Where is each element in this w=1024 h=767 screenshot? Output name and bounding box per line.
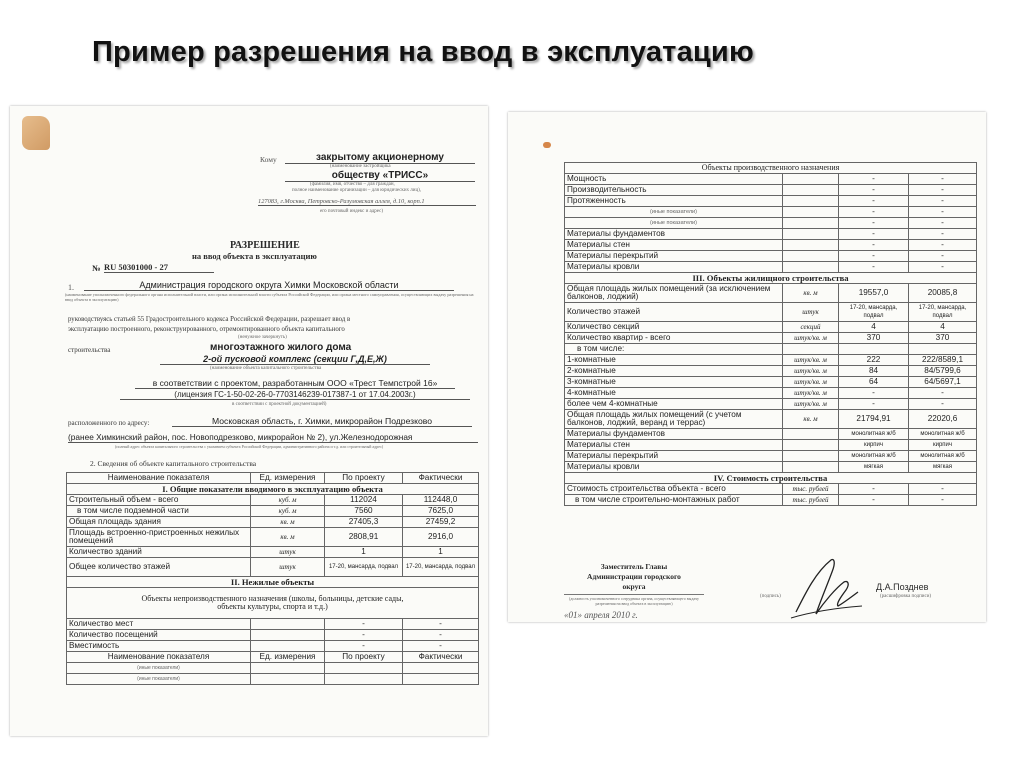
indicator-name: Количество квартир - всего <box>565 333 783 344</box>
indicator-name: Материалы фундаментов <box>565 229 783 240</box>
indicator-name: Общее количество этажей <box>67 558 251 577</box>
address-line2: (ранее Химкинский район, пос. Новоподрезково, микрорайон № 2), ул.Железнодорожная <box>68 432 478 443</box>
indicator-unit: штук <box>251 547 325 558</box>
indicator-fact: - <box>909 484 977 495</box>
address-note: (полный адрес объекта капитального строительства с указанием субъекта Российской Федерации, административного района и т.д. или строительный адрес) <box>115 444 384 449</box>
table-row <box>565 410 977 429</box>
header-cell: По проекту <box>325 652 403 663</box>
recipient-line2: обществу «ТРИСС» <box>285 170 475 182</box>
handwritten-signature-icon <box>786 552 866 622</box>
indicator-fact: 84/5799,6 <box>909 366 977 377</box>
recipient-note3: полное наименование организации – для юридических лиц), <box>292 188 422 193</box>
indicator-plan: 17-20, мансарда, подвал <box>839 303 909 322</box>
indicator-fact: кирпич <box>909 440 977 451</box>
table-row <box>67 641 479 652</box>
indicator-fact: 370 <box>909 333 977 344</box>
recipient-note1: (наименование застройщика <box>330 164 391 169</box>
table-row <box>565 388 977 399</box>
indicator-fact: - <box>909 196 977 207</box>
license-line: (лицензия ГС-1-50-02-26-0-7703146239-017387-1 от 17.04.2003г.) <box>120 390 470 400</box>
indicator-name: Мощность <box>565 174 783 185</box>
indicator-fact: - <box>909 174 977 185</box>
object-name2: 2-ой пусковой комплекс (секции Г,Д,Е,Ж) <box>160 354 430 365</box>
table-row <box>565 429 977 440</box>
table-row <box>67 630 479 641</box>
indicator-name: Количество мест <box>67 619 251 630</box>
section-heading: IV. Стоимость строительства <box>565 473 977 484</box>
item1-number: 1. <box>68 283 74 292</box>
indicator-name: Вместимость <box>67 641 251 652</box>
section-heading: III. Объекты жилищного строительства <box>565 273 977 284</box>
indicator-unit: тыс. рублей <box>783 484 839 495</box>
signer-name-note: (расшифровка подписи) <box>880 594 932 599</box>
indicator-plan: - <box>839 207 909 218</box>
indicator-plan: - <box>839 174 909 185</box>
indicator-unit: тыс. рублей <box>783 495 839 506</box>
indicator-name: Материалы стен <box>565 240 783 251</box>
indicator-plan: - <box>839 262 909 273</box>
recipient-note2: (фамилия, имя, отчество – для граждан, <box>310 182 395 187</box>
header-cell: Фактически <box>403 652 479 663</box>
to-label: Кому <box>260 155 277 164</box>
table-row <box>565 399 977 410</box>
indicator-fact: монолитная ж/б <box>909 451 977 462</box>
indicator-name: Количество этажей <box>565 303 783 322</box>
indicator-name: Протяженность <box>565 196 783 207</box>
indicator-name: 3-комнатные <box>565 377 783 388</box>
indicator-plan: 222 <box>839 355 909 366</box>
signer-name: Д.А.Позднев <box>876 582 929 592</box>
table-header-row <box>67 473 479 484</box>
indicator-plan: - <box>839 484 909 495</box>
indicator-plan: монолитная ж/б <box>839 429 909 440</box>
indicator-name: 1-комнатные <box>565 355 783 366</box>
header-cell: Ед. измерения <box>251 652 325 663</box>
table-row <box>565 484 977 495</box>
address-line1: Московская область, г. Химки, микрорайон Подрезково <box>172 416 472 427</box>
header-cell: Наименование показателя <box>67 652 251 663</box>
recipient-line1: закрытому акционерному <box>285 152 475 164</box>
indicator-fact: 22020,6 <box>909 410 977 429</box>
indicator-fact: - <box>909 185 977 196</box>
table-row <box>565 355 977 366</box>
table-row <box>67 517 479 528</box>
indicator-plan: 84 <box>839 366 909 377</box>
indicator-plan: 27405,3 <box>325 517 403 528</box>
slide-title: Пример разрешения на ввод в эксплуатацию <box>92 36 754 68</box>
table-row <box>565 218 977 229</box>
construction-label: строительства <box>68 346 111 354</box>
section-heading: II. Нежилые объекты <box>67 577 479 588</box>
indicator-name: Количество посещений <box>67 630 251 641</box>
indicator-unit: секций <box>783 322 839 333</box>
table-row <box>565 451 977 462</box>
table-row <box>67 663 479 674</box>
indicator-name: Общая площадь здания <box>67 517 251 528</box>
indicator-fact: монолитная ж/б <box>909 429 977 440</box>
table-row <box>565 303 977 322</box>
indicator-name: Стоимость строительства объекта - всего <box>565 484 783 495</box>
table-row <box>565 185 977 196</box>
indicator-name: (иные показатели) <box>565 207 783 218</box>
indicator-plan: - <box>325 619 403 630</box>
indicator-plan: монолитная ж/б <box>839 451 909 462</box>
table-row <box>565 440 977 451</box>
object-name1: многоэтажного жилого дома <box>210 342 352 353</box>
other-indicators: (иные показатели) <box>67 663 251 674</box>
indicator-unit: кв. м <box>251 517 325 528</box>
document-page-right <box>508 112 986 622</box>
indicator-name: Общая площадь жилых помещений (за исключением балконов, лоджий) <box>565 284 783 303</box>
indicator-name: Количество секций <box>565 322 783 333</box>
table-row <box>565 366 977 377</box>
indicator-plan: - <box>839 495 909 506</box>
header-cell: Фактически <box>403 473 479 484</box>
table-row <box>565 462 977 473</box>
signer-role-note: (должность уполномоченного сотрудника органа, осуществляющего выдачу разрешения на ввод объекта в эксплуатацию) <box>564 594 704 606</box>
indicator-fact: 1 <box>403 547 479 558</box>
indicator-plan: - <box>325 630 403 641</box>
section-heading: I. Общие показатели вводимого в эксплуатацию объекта <box>67 484 479 495</box>
indicator-name: Материалы фундаментов <box>565 429 783 440</box>
indicator-plan: 370 <box>839 333 909 344</box>
indicator-unit: кв. м <box>783 410 839 429</box>
general-indicators-table <box>66 472 479 685</box>
signature-note: (подпись) <box>760 594 781 599</box>
indicator-name: в том числе: <box>565 344 783 355</box>
nonresidential-description: Объекты непроизводственного назначения (школы, больницы, детские сады, объекты культуры, спорта и т.д.) <box>67 588 479 619</box>
authority-note: (наименование уполномоченного федерального органа исполнительной власти, или органа исполнительной власти субъекта Российской Федерации, или органа местного самоуправления, осуществляющих выдачу разрешения на ввод объекта в эксплуатацию) <box>65 292 474 302</box>
indicator-plan: 21794,91 <box>839 410 909 429</box>
indicator-unit: кв. м <box>783 284 839 303</box>
indicator-name: Материалы перекрытий <box>565 251 783 262</box>
indicator-name: в том числе подземной части <box>67 506 251 517</box>
indicator-plan: - <box>839 229 909 240</box>
table-row <box>67 495 479 506</box>
indicator-fact: 20085,8 <box>909 284 977 303</box>
document-page-left <box>10 106 488 736</box>
signature-date: «01» апреля 2010 г. <box>564 610 638 620</box>
indicator-fact: - <box>909 251 977 262</box>
indicator-fact: - <box>909 207 977 218</box>
indicator-name: более чем 4-комнатные <box>565 399 783 410</box>
indicator-name: Производительность <box>565 185 783 196</box>
table-row <box>565 495 977 506</box>
table-row <box>67 547 479 558</box>
indicator-plan: 112024 <box>325 495 403 506</box>
indicator-fact: - <box>403 641 479 652</box>
indicator-unit: штук <box>251 558 325 577</box>
statute-line1: руководствуясь статьей 55 Градостроительного кодекса Российской Федерации, разрешает ввод в <box>68 316 351 323</box>
table-row <box>565 174 977 185</box>
indicator-fact: 17-20, мансарда, подвал <box>403 558 479 577</box>
indicator-plan: 4 <box>839 322 909 333</box>
industrial-objects-table <box>564 162 977 506</box>
indicator-fact: 64/5697,1 <box>909 377 977 388</box>
table-row <box>565 196 977 207</box>
indicator-fact: - <box>909 218 977 229</box>
indicator-plan: 19557,0 <box>839 284 909 303</box>
indicator-name: Материалы кровли <box>565 262 783 273</box>
recipient-note4: его почтовый индекс и адрес) <box>320 209 384 214</box>
indicator-fact: 7625,0 <box>403 506 479 517</box>
indicator-unit: штук/кв. м <box>783 366 839 377</box>
indicator-plan: 1 <box>325 547 403 558</box>
indicator-plan: 2808,91 <box>325 528 403 547</box>
indicator-fact: мягкая <box>909 462 977 473</box>
header-cell: Ед. измерения <box>251 473 325 484</box>
indicator-fact: 17-20, мансарда, подвал <box>909 303 977 322</box>
indicator-unit: штук <box>783 303 839 322</box>
indicator-plan: - <box>839 399 909 410</box>
indicator-plan: 7560 <box>325 506 403 517</box>
indicator-name: (иные показатели) <box>565 218 783 229</box>
indicator-plan: - <box>839 218 909 229</box>
indicator-name: Количество зданий <box>67 547 251 558</box>
object-note: (наименование объекта капитального строительства <box>210 366 322 371</box>
indicator-plan: 17-20, мансарда, подвал <box>325 558 403 577</box>
statute-note: (ненужное зачеркнуть) <box>238 335 287 340</box>
other-indicators: (иные показатели) <box>67 674 251 685</box>
indicator-name: 4-комнатные <box>565 388 783 399</box>
indicator-fact: - <box>403 630 479 641</box>
indicator-unit: штук/кв. м <box>783 377 839 388</box>
project-line: в соответствии с проектом, разработанным ООО «Трест Темпстрой 16» <box>135 378 455 389</box>
indicator-fact: 2916,0 <box>403 528 479 547</box>
table-row <box>565 344 977 355</box>
indicator-plan: - <box>839 240 909 251</box>
stamp-mark-icon <box>22 116 50 150</box>
indicator-fact: - <box>909 495 977 506</box>
table-row <box>565 207 977 218</box>
table-row <box>565 229 977 240</box>
table-row <box>67 674 479 685</box>
indicator-plan: 64 <box>839 377 909 388</box>
section2-title: 2. Сведения об объекте капитального строительства <box>90 459 257 468</box>
table-row <box>565 240 977 251</box>
indicator-unit <box>251 619 325 630</box>
indicator-name: Площадь встроенно-пристроенных нежилых помещений <box>67 528 251 547</box>
indicator-unit: кв. м <box>251 528 325 547</box>
table-row <box>565 322 977 333</box>
indicator-unit: куб. м <box>251 495 325 506</box>
table-row <box>67 558 479 577</box>
indicator-unit: штук/кв. м <box>783 333 839 344</box>
header-cell: Наименование показателя <box>67 473 251 484</box>
indicator-plan: кирпич <box>839 440 909 451</box>
indicator-plan: - <box>839 185 909 196</box>
table-header-row <box>67 652 479 663</box>
indicator-unit: штук/кв. м <box>783 388 839 399</box>
indicator-unit: штук/кв. м <box>783 355 839 366</box>
indicator-fact: - <box>909 399 977 410</box>
located-label: расположенного по адресу: <box>68 419 150 427</box>
table-row <box>565 333 977 344</box>
indicator-fact: - <box>909 262 977 273</box>
document-subtitle: на ввод объекта в эксплуатацию <box>192 251 317 261</box>
project-note: в соответствии с проектной документацией) <box>232 402 327 407</box>
indicator-unit <box>251 641 325 652</box>
table-row <box>565 284 977 303</box>
signer-role: Заместитель Главы Администрации городского округа <box>587 562 681 591</box>
indicator-plan: мягкая <box>839 462 909 473</box>
indicator-unit: штук/кв. м <box>783 399 839 410</box>
indicator-name: Материалы перекрытий <box>565 451 783 462</box>
statute-line2: эксплуатацию построенного, реконструированного, отремонтированного объекта капитального <box>68 326 345 333</box>
table-row <box>67 619 479 630</box>
indicator-fact: 112448,0 <box>403 495 479 506</box>
indicator-plan: - <box>839 251 909 262</box>
indicator-plan: - <box>839 196 909 207</box>
document-number: RU 50301000 - 27 <box>104 262 214 273</box>
indicator-name: Материалы стен <box>565 440 783 451</box>
indicator-plan: - <box>325 641 403 652</box>
header-cell: По проекту <box>325 473 403 484</box>
document-number-label: № <box>92 263 101 273</box>
section-heading: Объекты производственного назначения <box>565 163 977 174</box>
table-row <box>565 377 977 388</box>
table-row <box>565 262 977 273</box>
indicator-plan: - <box>839 388 909 399</box>
table-row <box>565 251 977 262</box>
indicator-name: 2-комнатные <box>565 366 783 377</box>
indicator-name: Общая площадь жилых помещений (с учетом балконов, лоджий, веранд и террас) <box>565 410 783 429</box>
indicator-name: Строительный объем - всего <box>67 495 251 506</box>
indicator-name: Материалы кровли <box>565 462 783 473</box>
table-row <box>67 506 479 517</box>
indicator-name: в том числе строительно-монтажных работ <box>565 495 783 506</box>
ink-mark-icon <box>543 142 551 148</box>
indicator-fact: - <box>403 619 479 630</box>
issuing-authority: Администрация городского округа Химки Московской области <box>84 280 454 291</box>
indicator-fact: - <box>909 240 977 251</box>
indicator-unit <box>251 630 325 641</box>
indicator-unit: куб. м <box>251 506 325 517</box>
indicator-fact: 27459,2 <box>403 517 479 528</box>
document-title: РАЗРЕШЕНИЕ <box>230 240 300 251</box>
table-row <box>67 528 479 547</box>
indicator-fact: 222/8589,1 <box>909 355 977 366</box>
indicator-fact: - <box>909 229 977 240</box>
recipient-address: 127083, г.Москва, Петровско-Разумовская аллея, д.10, корп.1 <box>258 198 476 206</box>
indicator-fact: 4 <box>909 322 977 333</box>
indicator-fact: - <box>909 388 977 399</box>
